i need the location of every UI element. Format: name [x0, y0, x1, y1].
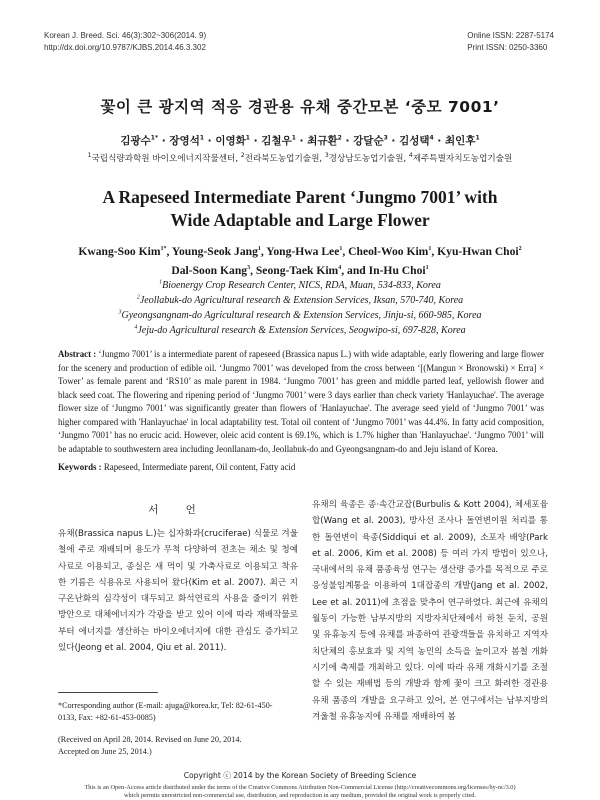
author-affiliation-marker: 1 — [428, 246, 432, 253]
english-authors-line2: Dal-Soon Kang$^3$, Seong-Taek Kim$^4$, and In-Hu Choi$^1$ — [171, 264, 429, 277]
author-name: 김철우$^1$ — [261, 134, 296, 147]
affiliation-entry: $^4$Jeju-do Agricultural research & Extension Services, Seogwipo-si, 697-828, Korea — [134, 324, 466, 336]
body-column-left: 유채(Brassica napus L.)는 십자화과(cruciferae) 식물로 겨울철에 주로 재배되며 용도가 무척 다양하여 전초는 채소 및 청예사료로 이용되고, 종실은 새 먹이 및 가축사료로 이용되고 착유한 기름은 식용유로 사용되어 왔다(Kim et al. 2007). 최근 지구온난화의 심각성이 대두되고 화석연료의 사용을 줄이기 위한 방안으로 대체에너지가 각광을 받고 있어 이에 따라 재배작물로부터 에너지를 생산하는 바이오에너지에 대한 관심도 증가되고 있다(Jeong et al. 2004, Qiu et al. 2011). — [58, 529, 298, 654]
author-affiliation-marker: 3 — [383, 134, 388, 142]
author-name: 이영화$^1$ — [215, 134, 250, 147]
doi-link[interactable]: http://dx.doi.org/10.9787/KJBS.2014.46.3.302 — [44, 43, 206, 52]
author-affiliation-marker: 1 — [475, 134, 480, 142]
english-title-line2: Wide Adaptable and Large Flower — [170, 210, 430, 230]
author-affiliation-marker: 2 — [337, 134, 342, 142]
affiliation-entry: $^3$Gyeongsangnam-do Agricultural research & Extension Services, Jinju-si, 660-985, Korea — [118, 309, 482, 321]
author-name: Cheol-Woo Kim$^1$ — [348, 245, 432, 258]
author-name: Seong-Taek Kim$^4$ — [255, 264, 342, 277]
author-name: 강달순$^3$ — [353, 134, 388, 147]
author-name: Dal-Soon Kang$^3$ — [171, 264, 251, 277]
author-affiliation-marker: 2 — [518, 246, 522, 253]
abstract-text: ‘Jungmo 7001’ is a intermediate parent of rapeseed (Brassica napus L.) with wide adaptable, early flowering and large flower for the scenery and production of edible oil. ‘Jungmo 7001’ was developed from the cross between ‘[(Mangun × Bronowski) × Erra] × Tower’ as female parent and ‘RS10’ as male parent in 1984. ‘Jungmo 7001’ has green and middle parted leaf, yellowish flower and black seed coat. The flowering and ripening period of ‘Jungmo 7001’ were 3 days earlier than check variety 'Hanlayuchae'. The average flower size of ‘Jungmo 7001’ was significantly greater than flowers of 'Hanlayuchae'. The average seed yield of ‘Jungmo 7001’ was higher compared with 'Hanlayuchae' in local adaptability test. Total oil content of ‘Jungmo 7001’ was 44.4%. In fatty acid composition, ‘Jungmo 7001’ has no erucic acid. However, oleic acid content is 69.1%, which is 1.7% higher than 'Hanlayuchae'. ‘Jungmo 7001’ will be adaptable to southwestern area including Jeonllanam-do, Jeollabuk-do and Gyeongsangnam-do and Jeju island of Korea. — [58, 349, 545, 454]
abstract — [58, 348, 544, 456]
korean-affiliations — [0, 152, 600, 164]
author-affiliation-marker: 1 — [257, 246, 261, 253]
keywords-text: Rapeseed, Intermediate parent, Oil content, Fatty acid — [103, 462, 296, 472]
keywords — [58, 462, 544, 472]
author-affiliation-marker: 1 — [199, 134, 205, 142]
affiliation-entry: $^4$제주특별자치도농업기술원 — [408, 152, 513, 164]
license-line2: which permits unrestricted non-commercial use, distribution, and reproduction in any medium, provided the original work is properly cited. — [123, 792, 476, 799]
journal-header — [44, 30, 206, 54]
footnote-divider — [58, 692, 158, 693]
online-issn: Online ISSN: 2287-5174 — [467, 31, 554, 40]
english-affiliations — [0, 278, 600, 338]
corresponding-author-note — [58, 700, 298, 724]
author-name: Young-Seok Jang$^1$ — [171, 245, 261, 258]
author-name: Kyu-Hwan Choi$^2$ — [437, 245, 522, 258]
korean-title: 꽃이 큰 광지역 적응 경관용 유채 중간모본 ‘중모 7001’ — [100, 98, 500, 116]
affiliation-entry: $^1$Bioenergy Crop Research Center, NICS, RDA, Muan, 534-833, Korea — [159, 279, 441, 291]
section-heading-introduction: 서 언 — [148, 504, 208, 516]
received-dates-note — [58, 734, 298, 758]
body-column-right: 유채의 육종은 종·속간교잡(Burbulis & Kott 2004), 체세포융합(Wang et al. 2003), 방사선 조사나 돌연변이원 처리를 통한 돌연변이 육종(Siddiqui et al. 2009), 소포자 배양(Park et al. 2006, Kim et al. 2008) 등 여러 가지 방법이 있으나, 국내에서의 유채 품종육성 연구는 생산량 증가를 목적으로 주로 응성불임계통을 이용하여 1대잡종의 개발(Jang et al. 2002, Lee et al. 2011)에 초점을 맞추어 연구하였다. 최근에 유채의 월동이 가능한 남부지방의 지방자치단체에서 하천 둔치, 공원 및 유휴농지 등에 유채를 파종하여 관광객들을 유치하고 지역자치단체의 홍보효과 및 지역 농민의 소득을 높이고자 봄철 개화시기에 축제를 개최하고 있다. 이에 따라 유채 개화시기를 조절할 수 있는 재배법 등의 개발과 함께 꽃이 크고 화려한 경관용 유채 품종의 개발을 요구하고 있어, 본 연구에서는 남부지방의 겨울철 유휴농지에 유채를 재배하여 봄 — [312, 500, 548, 722]
affiliation-entry: $^2$전라북도농업기술원, — [240, 152, 323, 164]
corresponding-line1: *Corresponding author (E-mail: ajuga@korea.kr, Tel: 82-61-450- — [58, 701, 273, 710]
author-affiliation-marker: 1 — [245, 134, 250, 142]
author-affiliation-marker: 4 — [429, 134, 434, 142]
author-name: 최규환$^2$ — [307, 134, 342, 147]
author-name: In-Hu Choi$^1$ — [368, 264, 429, 277]
english-authors — [0, 242, 600, 280]
affiliation-entry: $^2$Jeollabuk-do Agricultural research & Extension Services, Iksan, 570-740, Korea — [136, 294, 464, 306]
english-title — [0, 186, 600, 232]
keywords-label: Keywords : — [58, 462, 102, 472]
author-name: 김광수$^{1*}$ — [120, 134, 159, 147]
author-name: 최인후$^1$ — [445, 134, 480, 147]
corresponding-line2: 0133, Fax: +82-61-453-0085) — [58, 713, 156, 722]
korean-authors: 김광수$^{1*}$ · 장영석$^1$ · 이영화$^1$ · 김철우$^1$ · 최규환$^2$ · 강달순$^3$ · 김성택$^4$ · 최인후$^1$ — [120, 134, 480, 147]
author-name: Yong-Hwa Lee$^1$ — [266, 245, 343, 258]
author-affiliation-marker: 1 — [291, 134, 296, 142]
license-notice — [50, 784, 550, 800]
abstract-label: Abstract : — [58, 349, 97, 359]
affiliation-entry: $^3$경상남도농업기술원, — [324, 152, 407, 164]
affiliation-entry: $^1$국립식량과학원 바이오에너지작물센터, — [87, 152, 239, 164]
received-line1: (Received on April 28, 2014. Revised on June 20, 2014. — [58, 735, 242, 744]
english-title-line1: A Rapeseed Intermediate Parent ‘Jungmo 7001’ with — [102, 187, 498, 207]
english-authors-line1: Kwang-Soo Kim$^{1*}$, Young-Seok Jang$^1$, Yong-Hwa Lee$^1$, Cheol-Woo Kim$^1$, Kyu-Hwan Choi$^2$ — [78, 245, 522, 258]
journal-citation: Korean J. Breed. Sci. 46(3):302~306(2014. 9) — [44, 31, 207, 40]
author-affiliation-marker: 1* — [160, 246, 167, 253]
print-issn: Print ISSN: 0250-3360 — [467, 43, 548, 52]
received-line2: Accepted on June 25, 2014.) — [58, 747, 152, 756]
author-name: 장영석$^1$ — [169, 134, 205, 147]
copyright-notice: Copyright ⓒ 2014 by the Korean Society of Breeding Science — [183, 771, 417, 780]
author-name: 김성택$^4$ — [399, 134, 434, 147]
author-name: Kwang-Soo Kim$^{1*}$ — [78, 245, 167, 258]
author-affiliation-marker: 1 — [339, 246, 343, 253]
author-affiliation-marker: 1* — [150, 134, 159, 142]
issn-header — [467, 30, 554, 54]
license-line1: This is an Open-Access article distributed under the terms of the Creative Commons Attribution Non-Commercial License (http://creativecommons.org/licenses/by-nc/3.0) — [84, 784, 516, 791]
